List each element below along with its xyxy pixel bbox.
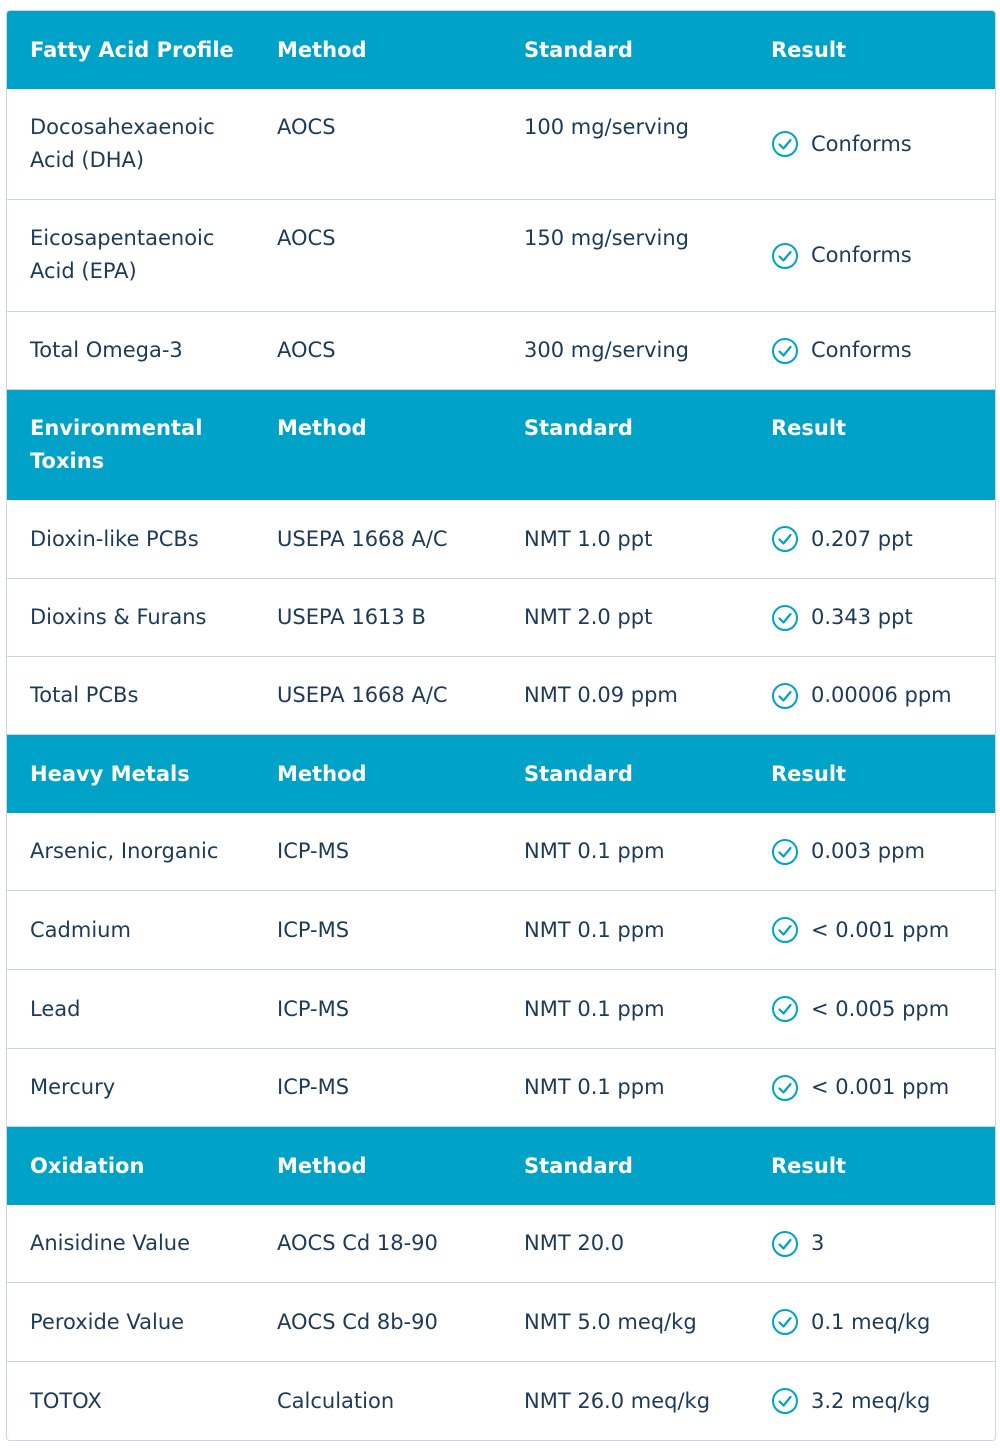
test-result — [748, 891, 995, 969]
test-method: USEPA 1668 A/C — [277, 683, 448, 707]
section-header-heavy-metals — [7, 735, 995, 813]
test-result — [748, 312, 995, 389]
table-row — [7, 1362, 995, 1440]
check-circle-icon — [771, 1074, 799, 1102]
section-header-fatty-acid-profile — [7, 11, 995, 89]
test-results-table — [6, 10, 996, 1441]
header-category: Heavy Metals — [30, 761, 190, 786]
table-row — [7, 970, 995, 1049]
check-circle-icon — [771, 604, 799, 632]
result-value: 0.003 ppm — [811, 839, 925, 863]
table-row — [7, 1283, 995, 1362]
result-value: 0.00006 ppm — [811, 683, 952, 707]
test-result — [748, 500, 995, 578]
test-name: Total Omega-3 — [30, 338, 183, 362]
test-result — [748, 1283, 995, 1361]
result-value: 3.2 meq/kg — [811, 1388, 931, 1413]
test-standard: NMT 0.1 ppm — [524, 996, 665, 1021]
test-standard: NMT 0.09 ppm — [524, 683, 678, 707]
test-standard: NMT 0.1 ppm — [524, 917, 665, 942]
header-method: Method — [277, 761, 367, 786]
check-circle-icon — [771, 682, 799, 710]
test-name: Eicosapentaenoic Acid (EPA) — [30, 226, 215, 283]
test-name: TOTOX — [30, 1388, 102, 1413]
test-standard: 150 mg/serving — [524, 226, 690, 250]
test-name: Dioxins & Furans — [30, 605, 207, 629]
result-value: < 0.001 ppm — [811, 1075, 950, 1099]
test-name: Peroxide Value — [30, 1309, 185, 1334]
table-row — [7, 200, 995, 312]
header-standard: Standard — [524, 416, 633, 440]
test-name: Dioxin-like PCBs — [30, 526, 199, 551]
result-value: 3 — [811, 1231, 825, 1255]
check-circle-icon — [771, 337, 799, 365]
test-name: Cadmium — [30, 917, 131, 942]
test-result — [748, 1049, 995, 1126]
result-value: 0.207 ppt — [811, 526, 913, 551]
test-name: Docosahexaenoic Acid (DHA) — [30, 115, 215, 172]
check-circle-icon — [771, 995, 799, 1023]
test-method: Calculation — [277, 1388, 395, 1413]
check-circle-icon — [771, 1230, 799, 1258]
test-method: ICP-MS — [277, 839, 350, 863]
header-standard: Standard — [524, 1153, 633, 1178]
result-value: Conforms — [811, 131, 912, 156]
test-standard: NMT 1.0 ppt — [524, 526, 653, 551]
test-standard: NMT 2.0 ppt — [524, 605, 653, 629]
header-result: Result — [771, 761, 847, 786]
section-header-oxidation — [7, 1127, 995, 1205]
test-method: AOCS Cd 8b-90 — [277, 1309, 438, 1334]
test-method: ICP-MS — [277, 917, 350, 942]
header-category: Environmental Toxins — [30, 416, 203, 473]
result-value: 0.1 meq/kg — [811, 1309, 931, 1334]
test-standard: NMT 0.1 ppm — [524, 1075, 665, 1099]
check-circle-icon — [771, 525, 799, 553]
test-name: Lead — [30, 996, 81, 1021]
result-value: Conforms — [811, 338, 912, 362]
header-method: Method — [277, 37, 367, 62]
header-category: Fatty Acid Profile — [30, 37, 234, 62]
test-result — [748, 200, 995, 311]
result-value: Conforms — [811, 243, 912, 267]
check-circle-icon — [771, 1387, 799, 1415]
result-value: < 0.005 ppm — [811, 996, 950, 1021]
test-name: Arsenic, Inorganic — [30, 839, 219, 863]
table-row — [7, 891, 995, 970]
table-row — [7, 500, 995, 579]
test-method: AOCS — [277, 115, 336, 139]
test-result — [748, 813, 995, 890]
check-circle-icon — [771, 242, 799, 270]
test-method: AOCS Cd 18-90 — [277, 1231, 438, 1255]
table-row — [7, 579, 995, 657]
test-result — [748, 1362, 995, 1440]
test-standard: NMT 5.0 meq/kg — [524, 1309, 697, 1334]
header-category: Oxidation — [30, 1153, 145, 1178]
section-header-environmental-toxins — [7, 390, 995, 500]
table-row — [7, 657, 995, 735]
header-result: Result — [771, 416, 847, 440]
test-standard: NMT 20.0 — [524, 1231, 625, 1255]
result-value: 0.343 ppt — [811, 605, 913, 629]
test-method: AOCS — [277, 338, 336, 362]
header-result: Result — [771, 37, 847, 62]
test-result — [748, 970, 995, 1048]
test-standard: 100 mg/serving — [524, 115, 690, 139]
test-result — [748, 89, 995, 199]
test-name: Total PCBs — [30, 683, 139, 707]
header-standard: Standard — [524, 761, 633, 786]
table-row — [7, 813, 995, 891]
test-result — [748, 579, 995, 656]
test-standard: 300 mg/serving — [524, 338, 690, 362]
test-method: ICP-MS — [277, 1075, 350, 1099]
test-result — [748, 657, 995, 734]
check-circle-icon — [771, 1308, 799, 1336]
test-result — [748, 1205, 995, 1282]
check-circle-icon — [771, 130, 799, 158]
table-row — [7, 1049, 995, 1127]
table-row — [7, 89, 995, 200]
table-row — [7, 1205, 995, 1283]
test-method: USEPA 1613 B — [277, 605, 426, 629]
check-circle-icon — [771, 916, 799, 944]
check-circle-icon — [771, 838, 799, 866]
test-name: Anisidine Value — [30, 1231, 191, 1255]
header-result: Result — [771, 1153, 847, 1178]
header-method: Method — [277, 1153, 367, 1178]
result-value: < 0.001 ppm — [811, 917, 950, 942]
table-row — [7, 312, 995, 390]
test-standard: NMT 26.0 meq/kg — [524, 1388, 711, 1413]
test-method: USEPA 1668 A/C — [277, 526, 448, 551]
test-standard: NMT 0.1 ppm — [524, 839, 665, 863]
test-name: Mercury — [30, 1075, 116, 1099]
test-method: AOCS — [277, 226, 336, 250]
test-method: ICP-MS — [277, 996, 350, 1021]
header-method: Method — [277, 416, 367, 440]
header-standard: Standard — [524, 37, 633, 62]
